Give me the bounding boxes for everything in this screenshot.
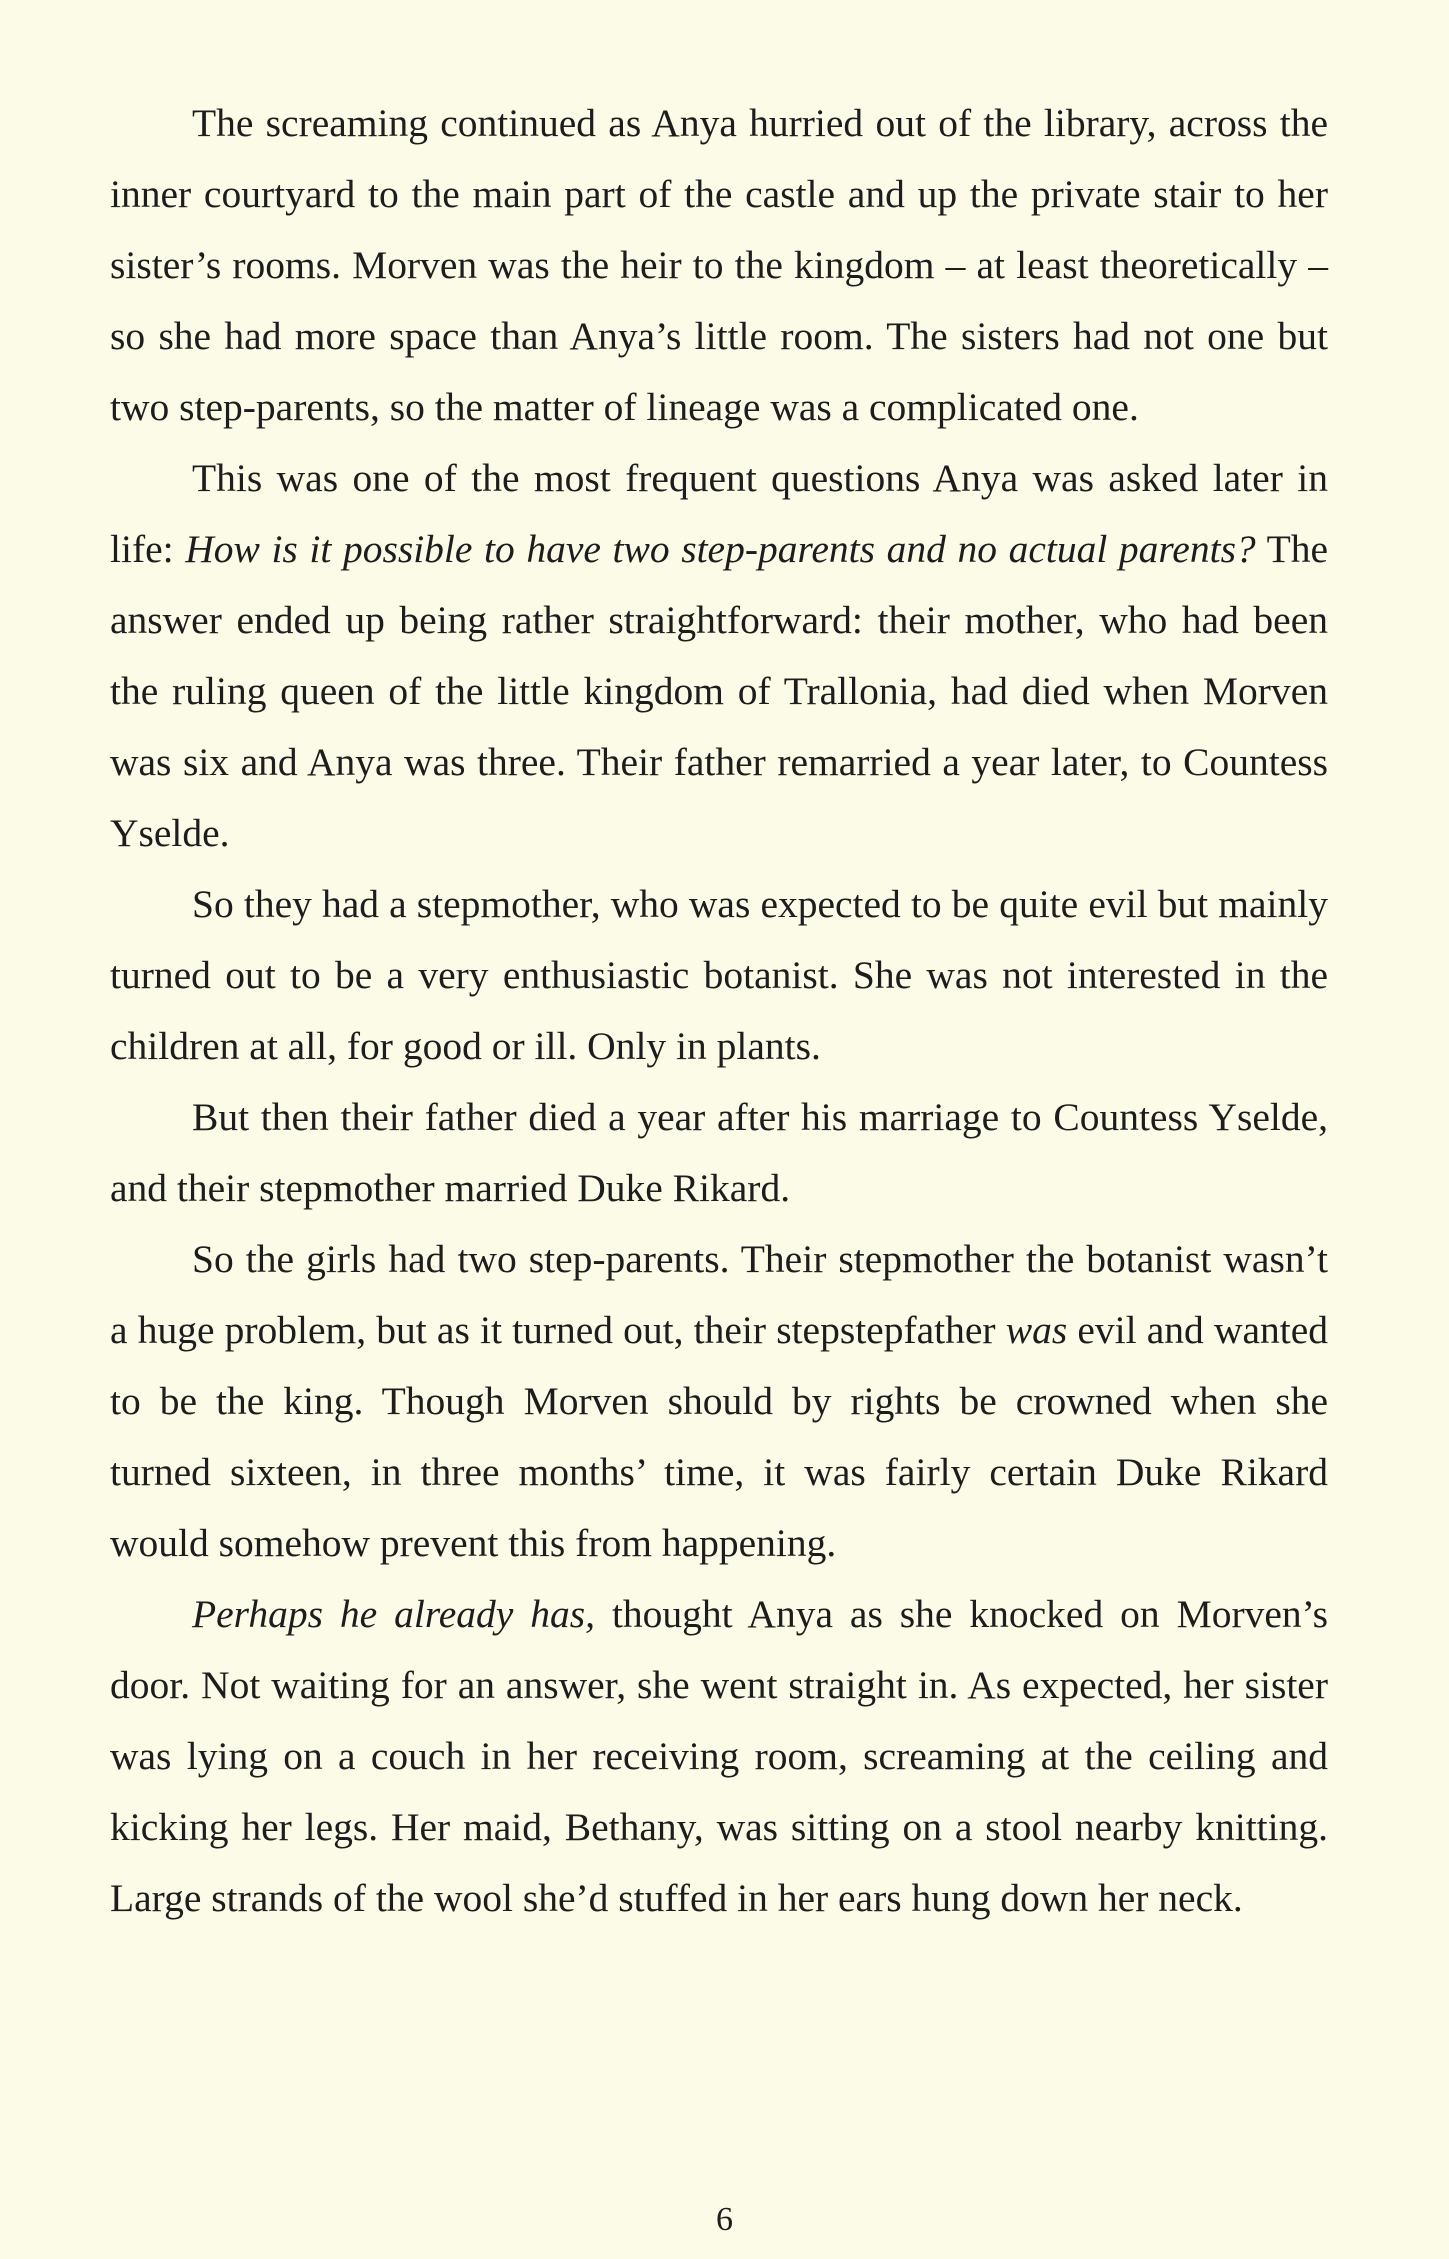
paragraph-2-italic: How is it possible to have two step-parents and no actual parents? [185,527,1256,571]
paragraph-5-rest: evil and wanted to be the king. Though Morven should by rights be crowned when she turned sixteen, in three months’ time, it was fairly certain Duke Rikard would somehow prevent this from happening. [110,1308,1329,1565]
paragraph-2-rest: The answer ended up being rather straightforward: their mother, who had been the ruling queen of the little kingdom of Trallonia, had died when Morven was six and Anya was three. Their father remarried a year later, to Countess Yselde. [110,527,1328,855]
paragraph-5-italic: was [1005,1308,1068,1352]
paragraph-1-text: The screaming continued as Anya hurried out of the library, across the inner courtyard to the main part of the castle and up the private stair to her sister’s rooms. Morven was the heir to the kingdom – at least theoretically – so she had more space than Anya’s little room. The sisters had not one but two step-parents, so the matter of lineage was a complicated one. [110,101,1328,429]
paragraph-3-text: So they had a stepmother, who was expected to be quite evil but mainly turned out to be a very enthusiastic botanist. She was not interested in the children at all, for good or ill. Only in plants. [110,882,1328,1068]
paragraph-5 [110,1224,1328,1579]
paragraph-6-italic: Perhaps he already has, [192,1592,596,1636]
paragraph-3 [110,869,1328,1082]
paragraph-2 [110,443,1328,869]
paragraph-6-rest: thought Anya as she knocked on Morven’s door. Not waiting for an answer, she went straight in. As expected, her sister was lying on a couch in her receiving room, screaming at the ceiling and kicking her legs. Her maid, Bethany, was sitting on a stool nearby knitting. Large strands of the wool she’d stuffed in her ears hung down her neck. [110,1592,1328,1920]
paragraph-1 [110,88,1328,443]
paragraph-2-lead: This was one of the most frequent questions Anya was asked later in life: [110,456,1328,571]
body-text [110,88,1328,1934]
paragraph-5-lead: So the girls had two step-parents. Their stepmother the botanist wasn’t a huge problem, but as it turned out, their stepstepfather [110,1237,1328,1352]
paragraph-6 [110,1579,1328,1934]
page-number: 6 [716,2201,733,2238]
paragraph-4-text: But then their father died a year after his marriage to Countess Yselde, and their stepmother married Duke Rikard. [110,1095,1328,1210]
paragraph-4 [110,1082,1328,1224]
